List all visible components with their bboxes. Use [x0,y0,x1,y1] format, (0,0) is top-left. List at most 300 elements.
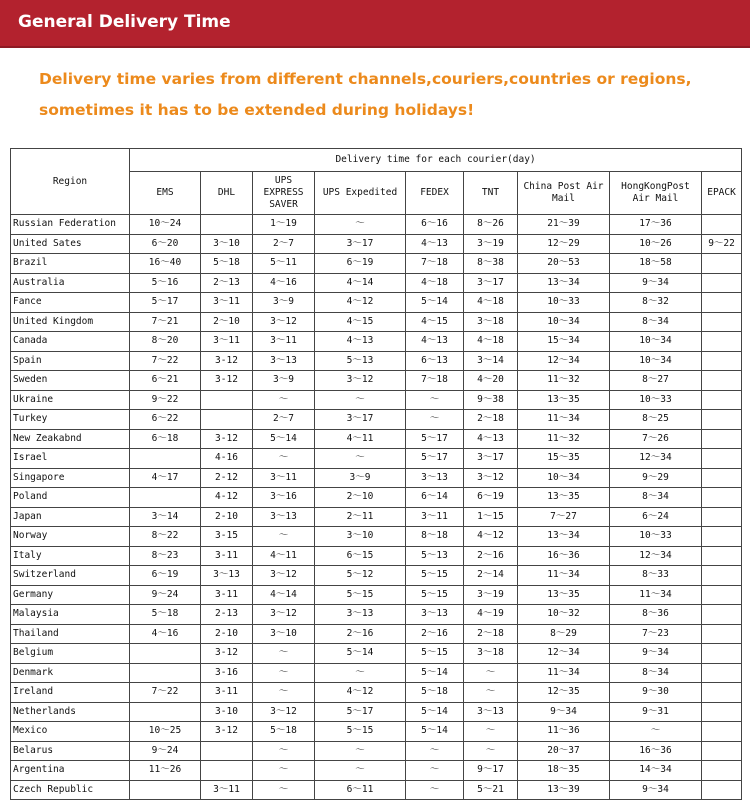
region-cell: Thailand [11,624,130,644]
delivery-time-cell: 4～14 [253,585,315,605]
delivery-time-cell: 13～34 [518,273,610,293]
delivery-time-cell: 11～26 [130,761,201,781]
delivery-time-cell: 3～12 [315,371,406,391]
delivery-time-cell: ～ [406,741,464,761]
delivery-time-cell: 9～29 [610,468,702,488]
delivery-time-cell: 10～33 [610,527,702,547]
table-row [11,663,742,683]
delivery-time-cell: 5～11 [253,254,315,274]
delivery-time-cell: 8～29 [518,624,610,644]
region-cell: Fance [11,293,130,313]
delivery-time-cell: 5～14 [406,702,464,722]
delivery-time-cell [702,293,742,313]
delivery-time-cell: 5～14 [406,722,464,742]
delivery-time-cell: 4～18 [406,273,464,293]
delivery-time-cell: 8～22 [130,527,201,547]
delivery-time-cell [702,761,742,781]
delivery-time-cell: ～ [253,761,315,781]
table-row [11,371,742,391]
delivery-time-cell [702,605,742,625]
table-row [11,761,742,781]
delivery-time-cell: 2～10 [201,312,253,332]
delivery-time-cell: 10～34 [610,351,702,371]
table-body [11,215,742,800]
delivery-time-cell: 8～34 [610,312,702,332]
delivery-time-cell: 5～15 [315,722,406,742]
delivery-time-cell: 4～13 [464,429,518,449]
delivery-time-cell: 5～18 [406,683,464,703]
table-row [11,468,742,488]
delivery-time-cell: 4～18 [464,293,518,313]
delivery-time-cell: 3～11 [253,468,315,488]
delivery-time-cell: 8～34 [610,663,702,683]
delivery-time-cell: 3～12 [253,702,315,722]
table-row [11,488,742,508]
delivery-time-cell: 13～35 [518,585,610,605]
delivery-time-cell: 10～26 [610,234,702,254]
delivery-time-cell: 20～53 [518,254,610,274]
delivery-time-cell: 3～10 [315,527,406,547]
delivery-time-cell: 3～19 [464,234,518,254]
delivery-time-cell [702,663,742,683]
delivery-time-cell: 12～34 [518,644,610,664]
delivery-time-cell: 6～14 [406,488,464,508]
delivery-time-cell: 13～34 [518,527,610,547]
table-row [11,332,742,352]
region-cell: Switzerland [11,566,130,586]
notice-line-2: sometimes it has to be extended during holidays! [39,101,475,119]
table-row [11,683,742,703]
delivery-time-cell: 5～17 [406,449,464,469]
delivery-time-cell: 10～33 [610,390,702,410]
region-cell: Russian Federation [11,215,130,235]
region-cell: Netherlands [11,702,130,722]
delivery-time-cell: 3～13 [253,507,315,527]
delivery-time-cell: 2～16 [315,624,406,644]
delivery-time-cell: 10～34 [518,468,610,488]
delivery-time-cell: 3-12 [201,351,253,371]
region-cell: Malaysia [11,605,130,625]
header-banner [0,0,750,48]
table-row [11,429,742,449]
delivery-time-cell: ～ [406,410,464,430]
delivery-time-cell [702,254,742,274]
table-row [11,605,742,625]
delivery-time-cell: 4～11 [315,429,406,449]
delivery-time-cell: 10～24 [130,215,201,235]
delivery-time-cell: 5～16 [130,273,201,293]
page-title: General Delivery Time [18,12,231,32]
delivery-time-cell: 6～19 [464,488,518,508]
delivery-time-cell: ～ [253,527,315,547]
delivery-time-cell: 20～37 [518,741,610,761]
delivery-time-cell: 10～33 [518,293,610,313]
courier-column-header: China Post Air Mail [518,172,610,215]
delivery-time-cell: 8～20 [130,332,201,352]
delivery-time-cell: 3-11 [201,585,253,605]
delivery-time-cell: 5～13 [315,351,406,371]
delivery-time-cell: 5～18 [253,722,315,742]
delivery-time-cell: 4～19 [464,605,518,625]
delivery-time-cell: 3-15 [201,527,253,547]
delivery-time-cell: 5～15 [315,585,406,605]
region-cell: Belgium [11,644,130,664]
delivery-time-cell: 5～14 [253,429,315,449]
delivery-time-cell: 4～15 [315,312,406,332]
delivery-time-cell: 4～18 [464,332,518,352]
delivery-time-cell: 4～12 [315,293,406,313]
delivery-time-cell: 2-10 [201,507,253,527]
delivery-time-cell [702,371,742,391]
delivery-time-cell: 2～10 [315,488,406,508]
delivery-time-cell: 3-10 [201,702,253,722]
delivery-time-cell: 12～34 [610,449,702,469]
delivery-time-cell: ～ [315,390,406,410]
delivery-time-cell: 3～18 [464,644,518,664]
region-cell: Japan [11,507,130,527]
delivery-time-cell: 17～36 [610,215,702,235]
delivery-time-cell: 2-13 [201,605,253,625]
delivery-time-cell [702,429,742,449]
delivery-time-cell: 3～17 [464,449,518,469]
delivery-time-cell: 3～14 [464,351,518,371]
delivery-time-cell: 3～10 [253,624,315,644]
delivery-time-cell: 6～19 [315,254,406,274]
delivery-time-cell: 4～13 [406,332,464,352]
delivery-time-cell: 2～13 [201,273,253,293]
delivery-time-cell: 6～24 [610,507,702,527]
delivery-time-cell: ～ [610,722,702,742]
table-row [11,234,742,254]
delivery-time-cell: 9～34 [610,273,702,293]
delivery-time-cell: 2～16 [464,546,518,566]
delivery-time-cell: 13～39 [518,780,610,800]
delivery-time-cell: ～ [315,761,406,781]
delivery-time-cell: 3～13 [201,566,253,586]
courier-column-header: FEDEX [406,172,464,215]
delivery-time-cell [702,488,742,508]
delivery-time-cell: 7～26 [610,429,702,449]
region-cell: Mexico [11,722,130,742]
delivery-time-cell: 3～14 [130,507,201,527]
table-row [11,741,742,761]
delivery-time-cell: 6～21 [130,371,201,391]
region-cell: Australia [11,273,130,293]
delivery-time-cell: 8～33 [610,566,702,586]
table-row [11,780,742,800]
delivery-time-cell: 8～23 [130,546,201,566]
delivery-time-cell: ～ [253,390,315,410]
table-row [11,410,742,430]
delivery-time-cell: 5～13 [406,546,464,566]
delivery-time-cell: 5～17 [406,429,464,449]
delivery-time-cell [702,683,742,703]
delivery-time-cell: 12～29 [518,234,610,254]
delivery-time-cell: 9～34 [610,644,702,664]
table-row [11,507,742,527]
delivery-time-cell: 8～27 [610,371,702,391]
region-cell: Ireland [11,683,130,703]
table-row [11,585,742,605]
delivery-time-cell: ～ [464,683,518,703]
delivery-time-cell: 3～17 [464,273,518,293]
delivery-time-cell [130,449,201,469]
table-row [11,293,742,313]
delivery-time-cell: 11～32 [518,429,610,449]
delivery-time-cell: 5～15 [406,566,464,586]
delivery-time-cell: 16～36 [610,741,702,761]
delivery-time-cell: 10～32 [518,605,610,625]
region-cell: Spain [11,351,130,371]
delivery-time-cell: ～ [253,683,315,703]
delivery-time-cell: 7～22 [130,351,201,371]
delivery-time-cell: 3～12 [253,605,315,625]
table-row [11,254,742,274]
delivery-time-cell: 9～17 [464,761,518,781]
delivery-time-cell [702,566,742,586]
delivery-time-cell: 2-12 [201,468,253,488]
delivery-time-cell [702,780,742,800]
delivery-time-cell: 3～11 [253,332,315,352]
delivery-time-cell: 13～35 [518,488,610,508]
courier-column-header: HongKongPost Air Mail [610,172,702,215]
delivery-time-cell: 5～14 [406,293,464,313]
delivery-time-cell: 3～13 [315,605,406,625]
delivery-time-cell: 5～17 [130,293,201,313]
delivery-time-cell [702,390,742,410]
region-cell: Turkey [11,410,130,430]
delivery-time-cell: 15～34 [518,332,610,352]
delivery-time-cell [702,468,742,488]
delivery-time-cell: 6～22 [130,410,201,430]
delivery-time-cell: 6～15 [315,546,406,566]
delivery-time-cell: 3-12 [201,429,253,449]
delivery-time-cell [130,780,201,800]
delivery-time-cell: ～ [406,780,464,800]
delivery-time-cell: ～ [253,449,315,469]
delivery-time-cell: 3～11 [201,780,253,800]
delivery-time-cell: 3～18 [464,312,518,332]
table-row [11,390,742,410]
region-cell: Canada [11,332,130,352]
delivery-time-cell: 3-12 [201,371,253,391]
region-cell: Sweden [11,371,130,391]
delivery-time-cell: 9～31 [610,702,702,722]
delivery-time-cell: 14～34 [610,761,702,781]
delivery-time-cell: 5～15 [406,644,464,664]
delivery-time-cell: 4～20 [464,371,518,391]
delivery-time-cell [702,624,742,644]
delivery-time-cell [702,332,742,352]
delivery-time-cell: 3～9 [315,468,406,488]
delivery-time-cell: 3～11 [201,293,253,313]
delivery-time-cell [702,449,742,469]
delivery-time-cell: 7～18 [406,254,464,274]
table-row [11,449,742,469]
delivery-time-cell: 3-12 [201,722,253,742]
delivery-time-cell: 4～17 [130,468,201,488]
delivery-time-cell: 8～32 [610,293,702,313]
delivery-time-cell: 3～10 [201,234,253,254]
delivery-time-cell: 6～13 [406,351,464,371]
delivery-time-cell: 3～13 [406,605,464,625]
delivery-time-cell: 3-11 [201,683,253,703]
delivery-time-cell: 12～34 [518,351,610,371]
region-cell: Italy [11,546,130,566]
delivery-time-cell [702,722,742,742]
delivery-time-cell [130,702,201,722]
delivery-time-cell: ～ [315,449,406,469]
courier-column-header: UPS Expedited [315,172,406,215]
delivery-time-cell [702,273,742,293]
delivery-time-cell [702,215,742,235]
delivery-time-cell: 15～35 [518,449,610,469]
delivery-time-cell [702,527,742,547]
delivery-time-cell [130,663,201,683]
delivery-time-cell: 2～11 [315,507,406,527]
delivery-time-cell: ～ [253,644,315,664]
courier-group-header: Delivery time for each courier(day) [130,149,742,172]
delivery-time-cell: 3～9 [253,371,315,391]
table-row [11,702,742,722]
courier-column-header: UPS EXPRESS SAVER [253,172,315,215]
delivery-time-cell: 11～34 [610,585,702,605]
delivery-time-cell [201,761,253,781]
delivery-time-cell: 3～12 [464,468,518,488]
delivery-time-cell: 7～22 [130,683,201,703]
table-row [11,351,742,371]
delivery-time-cell [702,410,742,430]
region-header: Region [11,149,130,215]
notice-line-1: Delivery time varies from different channels,couriers,countries or regions, [39,70,692,88]
delivery-time-cell: 7～27 [518,507,610,527]
delivery-time-cell [201,215,253,235]
delivery-time-cell [130,644,201,664]
courier-column-header: EMS [130,172,201,215]
delivery-time-cell: 5～18 [201,254,253,274]
delivery-time-cell: 13～35 [518,390,610,410]
delivery-time-cell: 3～17 [315,234,406,254]
delivery-time-cell: 3～16 [253,488,315,508]
region-cell: Denmark [11,663,130,683]
delivery-time-cell: 10～34 [518,312,610,332]
delivery-time-table [10,148,742,800]
delivery-time-cell: 4～12 [464,527,518,547]
delivery-time-cell: 3～11 [406,507,464,527]
delivery-time-cell: 2～16 [406,624,464,644]
delivery-time-cell: 11～36 [518,722,610,742]
delivery-time-cell: 4～16 [130,624,201,644]
delivery-time-cell [130,488,201,508]
delivery-time-cell: 1～19 [253,215,315,235]
delivery-time-cell: 3～13 [253,351,315,371]
delivery-time-cell: 4～13 [315,332,406,352]
region-cell: Poland [11,488,130,508]
delivery-time-cell: 5～17 [315,702,406,722]
delivery-time-cell: 4～12 [315,683,406,703]
delivery-time-cell [702,312,742,332]
delivery-time-cell: 6～16 [406,215,464,235]
delivery-time-cell: 9～30 [610,683,702,703]
delivery-time-cell [702,585,742,605]
delivery-time-cell: 4～16 [253,273,315,293]
region-cell: Argentina [11,761,130,781]
delivery-time-cell: 4～15 [406,312,464,332]
courier-column-header: EPACK [702,172,742,215]
delivery-time-cell: 18～58 [610,254,702,274]
region-cell: United Sates [11,234,130,254]
delivery-time-cell: 12～35 [518,683,610,703]
delivery-time-cell [201,410,253,430]
table-row [11,644,742,664]
table-row [11,527,742,547]
delivery-time-cell: 9～34 [610,780,702,800]
delivery-time-cell: 3～17 [315,410,406,430]
delivery-time-cell: 6～11 [315,780,406,800]
table-row [11,546,742,566]
delivery-time-cell: 11～32 [518,371,610,391]
table-row [11,566,742,586]
delivery-time-cell: ～ [406,390,464,410]
delivery-time-cell: ～ [315,663,406,683]
delivery-time-cell: 4-16 [201,449,253,469]
delivery-time-cell: 9～22 [130,390,201,410]
table-row [11,624,742,644]
delivery-time-cell: ～ [315,741,406,761]
delivery-time-cell: 2～18 [464,410,518,430]
delivery-time-cell: 4-12 [201,488,253,508]
delivery-time-cell: 1～15 [464,507,518,527]
table-row [11,312,742,332]
delivery-time-cell: 16～40 [130,254,201,274]
delivery-time-cell: ～ [315,215,406,235]
delivery-time-cell: 10～25 [130,722,201,742]
delivery-time-cell [702,351,742,371]
delivery-time-cell: 2～18 [464,624,518,644]
delivery-time-cell: 7～21 [130,312,201,332]
delivery-time-cell: 2-10 [201,624,253,644]
delivery-time-cell: 5～21 [464,780,518,800]
table-row [11,722,742,742]
delivery-time-cell: 3～12 [253,312,315,332]
delivery-time-cell: 3-11 [201,546,253,566]
delivery-time-cell: 8～38 [464,254,518,274]
region-cell: Belarus [11,741,130,761]
delivery-time-cell: ～ [464,722,518,742]
courier-column-header: TNT [464,172,518,215]
delivery-time-cell [702,702,742,722]
delivery-time-cell: 5～18 [130,605,201,625]
region-cell: Israel [11,449,130,469]
region-cell: Brazil [11,254,130,274]
delivery-time-cell: 10～34 [610,332,702,352]
delivery-time-cell: 4～14 [315,273,406,293]
delivery-time-cell: ～ [406,761,464,781]
region-cell: United Kingdom [11,312,130,332]
delivery-time-cell: 9～24 [130,741,201,761]
region-cell: Ukraine [11,390,130,410]
delivery-time-cell: 4～13 [406,234,464,254]
delivery-time-cell [702,644,742,664]
delivery-time-cell: 8～36 [610,605,702,625]
delivery-time-cell: 3～19 [464,585,518,605]
delivery-time-cell: 8～34 [610,488,702,508]
delivery-time-cell: 4～11 [253,546,315,566]
region-cell: Singapore [11,468,130,488]
delivery-time-cell [702,507,742,527]
delivery-time-cell: 2～7 [253,234,315,254]
delivery-time-cell: 3～12 [253,566,315,586]
